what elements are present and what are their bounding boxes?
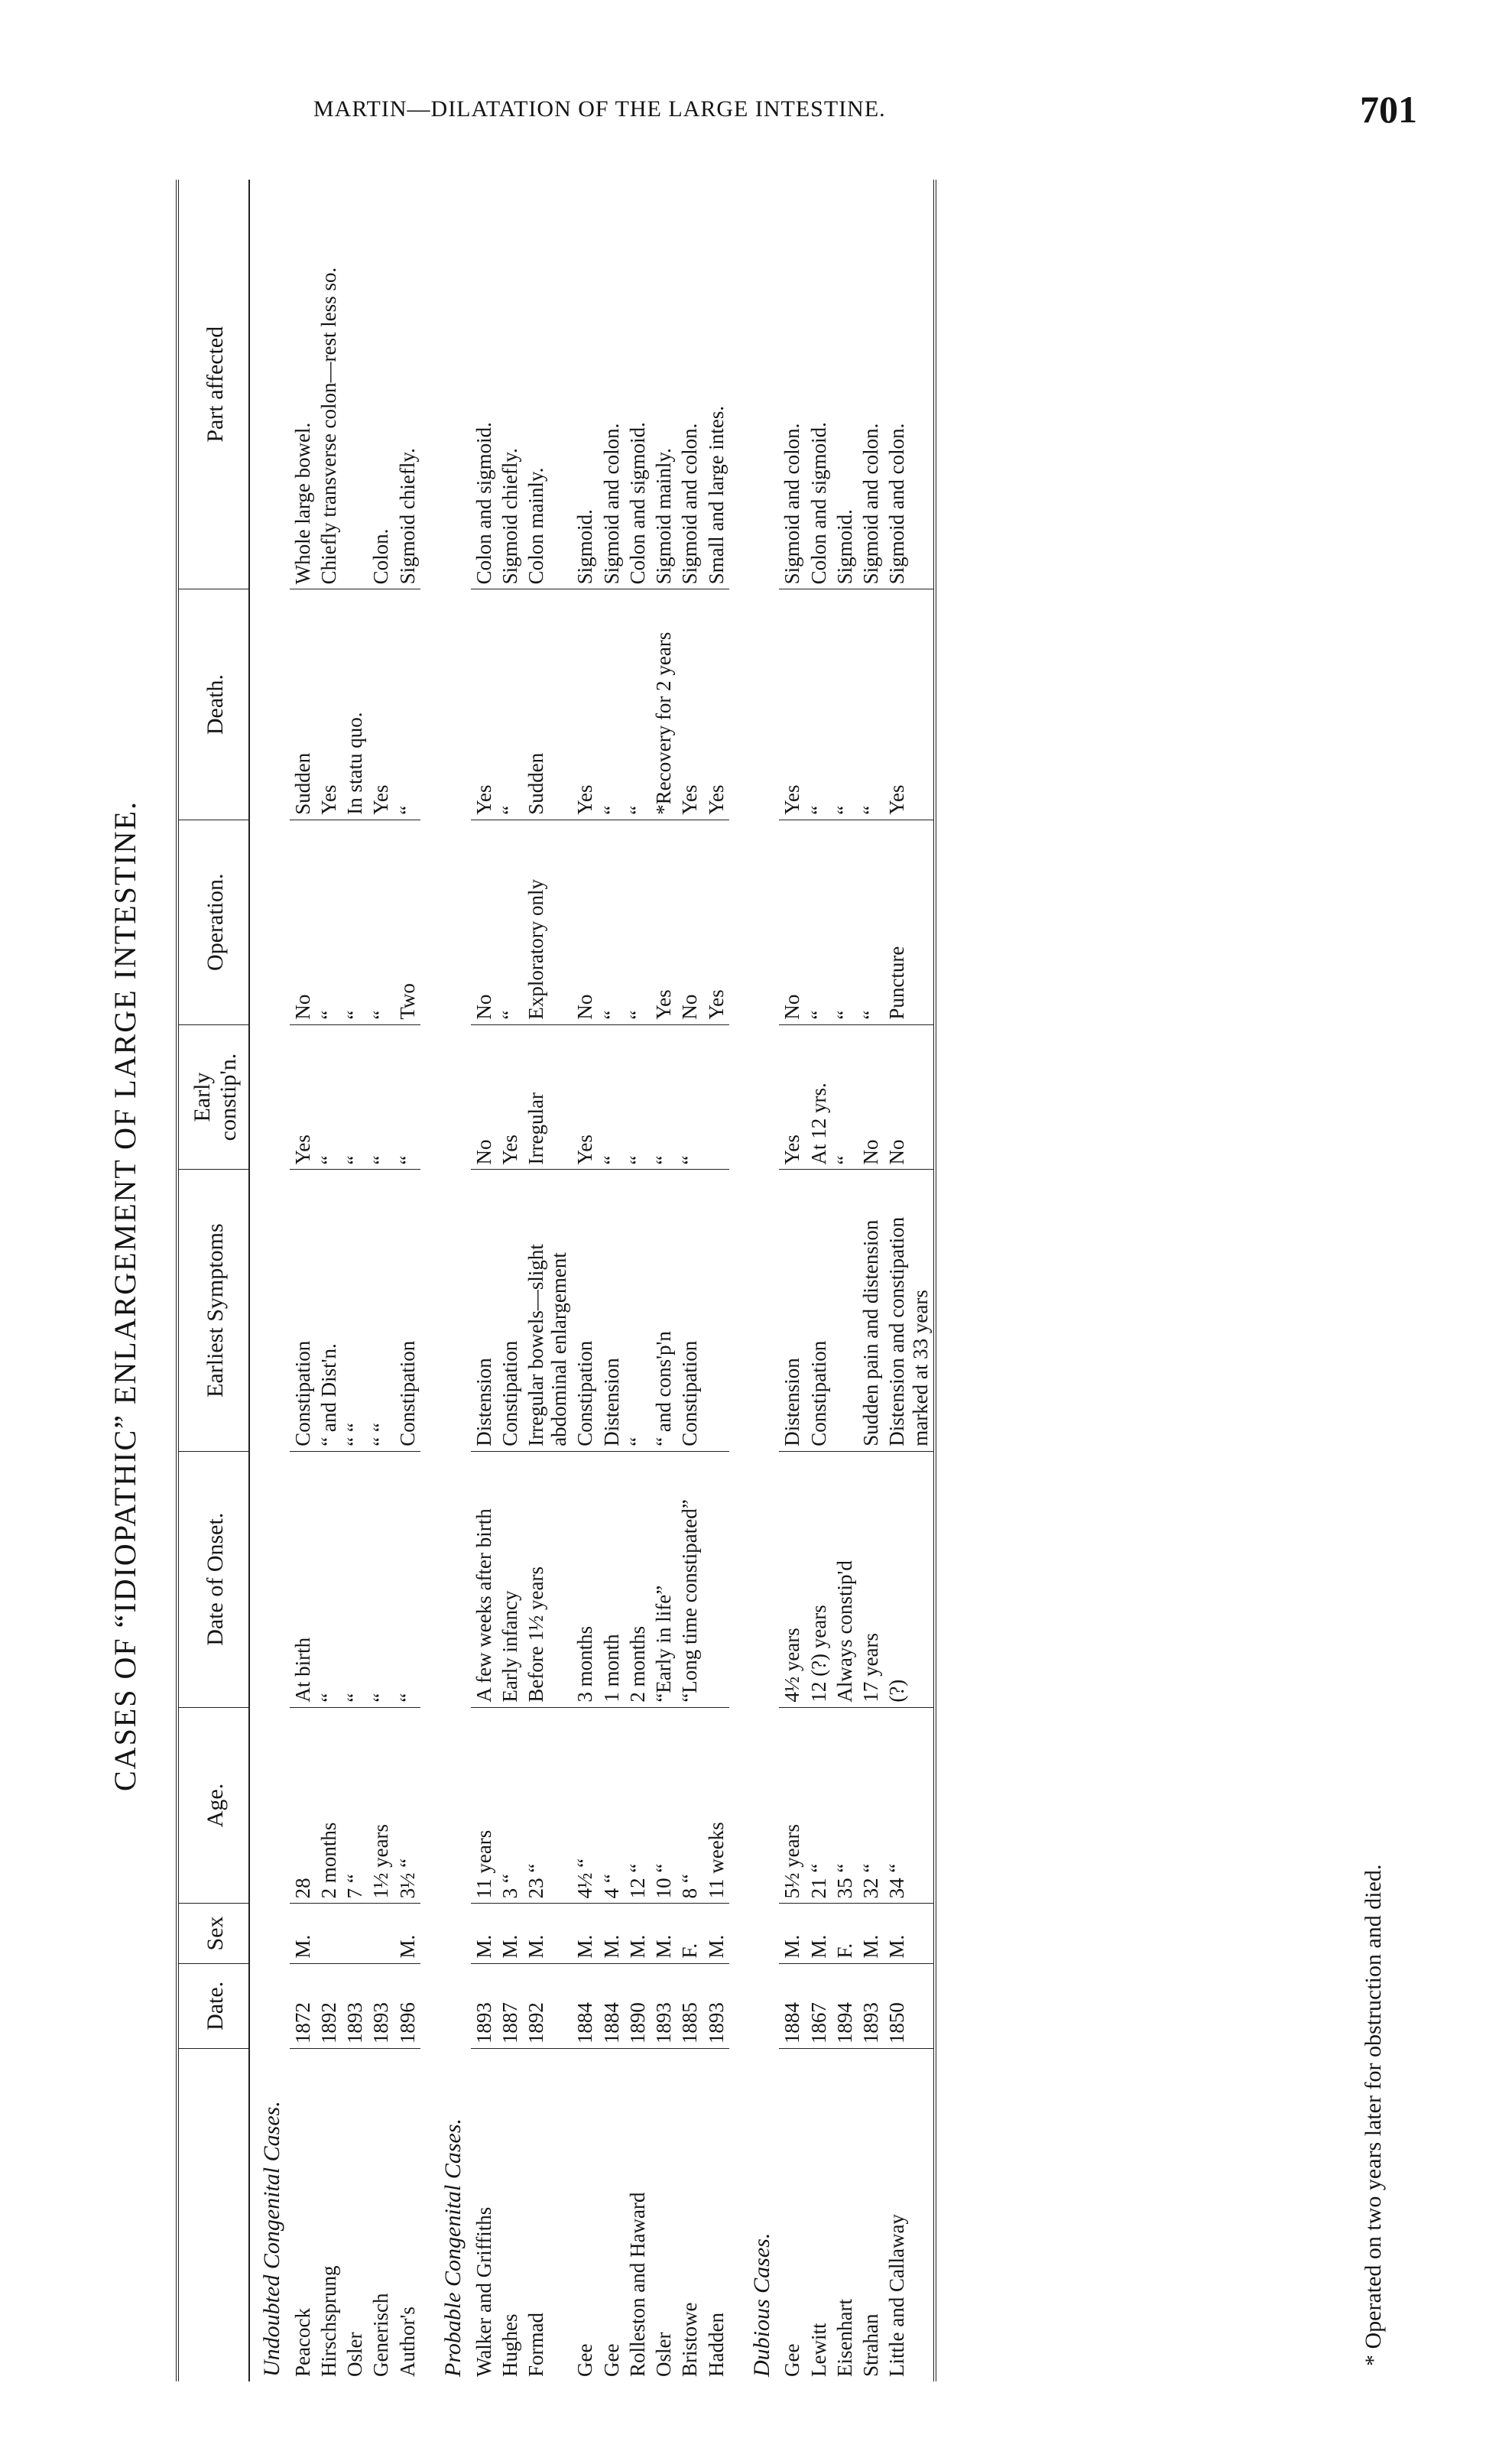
table-cell: M. [651,1904,677,1963]
table-cell [703,1024,729,1170]
table-cell: Gee [780,2343,804,2377]
table-cell: M. [523,1904,572,1963]
table-cell: At birth [290,1451,316,1707]
table-cell: Yes [677,589,702,820]
table-cell: Sigmoid. [832,180,858,589]
table-cell: Yes [884,589,934,820]
group-heading-row [431,180,471,2381]
table-cell: Yes [779,1024,805,1170]
table-cell [368,1904,394,1963]
table-cell: 3 “ [497,1707,523,1904]
table-row [832,180,858,2381]
table-cell: Two [394,820,420,1024]
table-cell: 11 weeks [703,1707,729,1904]
table-cell: Constipation [290,1170,316,1451]
table-cell: Yes [290,1024,316,1170]
table-cell: Osler [343,2332,367,2377]
table-cell: “Early in life” [651,1451,677,1707]
table-cell: M. [806,1904,832,1963]
table-cell: Constipation [497,1170,523,1451]
table-cell: Hughes [498,2313,521,2377]
table-cell: (?) [884,1451,934,1707]
group-heading-row [740,180,780,2381]
table-cell: M. [497,1904,523,1963]
table-cell: Sigmoid chiefly. [497,180,523,589]
table-cell: 21 “ [806,1707,832,1904]
table-cell: Strahan [859,2313,883,2377]
table-cell: 12 (?) years [806,1451,832,1707]
column-header: Part affected [177,180,249,589]
running-title: MARTIN—DILATATION OF THE LARGE INTESTINE. [313,96,886,122]
table-cell: Sudden pain and distension [858,1170,884,1451]
table-cell: No [471,820,497,1024]
table-cell [703,1451,729,1707]
group-heading: Undoubted Congenital Cases. [259,2101,285,2377]
table-cell: Sudden [290,589,316,820]
table-cell: Sigmoid mainly. [651,180,677,589]
table-cell: Yes [779,589,805,820]
column-header: Sex [177,1904,249,1963]
cases-table [176,180,936,2381]
table-cell: 1893 [471,1963,497,2049]
table-cell: M. [625,1904,651,1963]
group-heading-row [249,180,290,2381]
table-cell: M. [290,1904,316,1963]
table-cell: Sigmoid chiefly. [394,180,420,589]
table-cell: M. [394,1904,420,1963]
table-row [342,180,368,2381]
table-cell: “ [806,820,832,1024]
table-cell: Generisch [369,2293,393,2377]
table-cell: 23 “ [523,1707,572,1904]
table-row [858,180,884,2381]
table-cell: No [572,820,598,1024]
table-cell: Whole large bowel. [290,180,316,589]
table-cell: “ [625,589,651,820]
running-head [0,84,1512,130]
table-cell: “ [368,820,394,1024]
spacer-cell [729,180,740,2381]
table-cell: Colon mainly. [523,180,572,589]
table-cell: Formad [524,2313,548,2377]
table-row [497,180,523,2381]
table-cell: “ [342,820,368,1024]
table-cell: “ [394,1024,420,1170]
table-cell: 1850 [884,1963,934,2049]
table-cell: Hirschsprung [317,2265,341,2377]
table-cell [342,1904,368,1963]
table-cell: “ [599,1024,625,1170]
table-row [572,180,598,2381]
page-number: 701 [1360,88,1417,131]
table-cell: 1884 [572,1963,598,2049]
table-cell [316,1904,342,1963]
table-cell: “ [832,1024,858,1170]
table-cell: Colon. [368,180,394,589]
table-cell: “ [599,589,625,820]
table-cell: “ [806,589,832,820]
table-cell: Yes [316,589,342,820]
group-heading: Probable Congenital Cases. [440,2118,466,2377]
table-cell: “ [677,1024,702,1170]
table-cell: Constipation [572,1170,598,1451]
table-cell: M. [572,1904,598,1963]
column-header: Operation. [177,820,249,1024]
table-cell: Peacock [290,2308,314,2377]
table-row [625,180,651,2381]
table-row [651,180,677,2381]
table-cell: No [290,820,316,1024]
table-cell: 1884 [779,1963,805,2049]
table-cell: 1887 [497,1963,523,2049]
table-cell: “ “ [368,1170,394,1451]
table-cell: Yes [703,820,729,1024]
table-cell: Yes [651,820,677,1024]
column-header: Earliest Symptoms [177,1170,249,1451]
table-cell: 1 month [599,1451,625,1707]
table-cell: Irregular [523,1024,572,1170]
table-cell: F. [677,1904,702,1963]
table-cell: 3 months [572,1451,598,1707]
table-cell: Sigmoid and colon. [858,180,884,589]
table-cell: 1867 [806,1963,832,2049]
table-cell: M. [779,1904,805,1963]
table-cell: “ [497,820,523,1024]
column-header: Date of Onset. [177,1451,249,1707]
table-cell: “ [625,1170,651,1451]
table-cell: Colon and sigmoid. [471,180,497,589]
table-cell: Sigmoid and colon. [884,180,934,589]
table-cell: M. [471,1904,497,1963]
table-cell: “ [497,589,523,820]
group-spacer [729,180,740,2381]
table-cell: 4 “ [599,1707,625,1904]
table-cell: 28 [290,1707,316,1904]
table-cell: Distension [779,1170,805,1451]
table-cell: Irregular bowels—slight abdominal enlargement [523,1170,572,1451]
table-cell: “Long time constipated” [677,1451,702,1707]
table-row [316,180,342,2381]
table-cell: No [858,1024,884,1170]
table-cell: M. [599,1904,625,1963]
table-cell: “ [368,1451,394,1707]
table-cell: “ [316,1024,342,1170]
table-cell: 1893 [342,1963,368,2049]
table-cell: No [779,820,805,1024]
table-title: CASES OF “IDIOPATHIC” ENLARGEMENT OF LARGE INTESTINE. [108,800,142,1791]
table-cell: A few weeks after birth [471,1451,497,1707]
table-cell: Constipation [806,1170,832,1451]
footnote: * Operated on two years later for obstruction and died. [1361,1864,1386,2366]
table-cell: No [884,1024,934,1170]
rotated-table-block [107,164,1452,2427]
table-cell: 32 “ [858,1707,884,1904]
table-cell: Chiefly transverse colon—rest less so. [316,180,342,589]
table-cell: 4½ years [779,1451,805,1707]
table-cell: “ [368,1024,394,1170]
table-cell: Sigmoid and colon. [599,180,625,589]
table-cell: 1890 [625,1963,651,2049]
table-cell: “ [651,1024,677,1170]
table-cell: “ [342,1024,368,1170]
table-cell: Sigmoid and colon. [779,180,805,589]
table-row [471,180,497,2381]
table-row [394,180,420,2381]
table-cell: 1885 [677,1963,702,2049]
table-cell: 34 “ [884,1707,934,1904]
table-cell: At 12 yrs. [806,1024,832,1170]
table-cell: Distension [599,1170,625,1451]
table-row [779,180,805,2381]
table-cell: 2 months [625,1451,651,1707]
table-cell: In statu quo. [342,589,368,820]
table-cell: “ [342,1451,368,1707]
table-cell: 11 years [471,1707,497,1904]
table-cell: M. [884,1904,934,1963]
table-cell: 1893 [651,1963,677,2049]
spacer-cell [420,180,431,2381]
table-cell: 1893 [703,1963,729,2049]
table-header-row [177,180,249,2381]
table-cell: Rolleston and Haward [625,2192,649,2377]
table-cell: *Recovery for 2 years [651,589,677,820]
table-cell: “ [316,1451,342,1707]
table-cell: Lewitt [806,2323,830,2377]
table-cell: “ [625,820,651,1024]
table-cell: “ [599,820,625,1024]
table-cell: Before 1½ years [523,1451,572,1707]
table-cell: Author's [395,2307,419,2377]
table-cell: “ and cons'p'n [651,1170,677,1451]
table-row [806,180,832,2381]
table-cell: 2 months [316,1707,342,1904]
table-cell: 1½ years [368,1707,394,1904]
table-cell: Sigmoid and colon. [677,180,702,589]
column-header: Death. [177,589,249,820]
table-cell: Constipation [677,1170,702,1451]
table-cell: 1872 [290,1963,316,2049]
column-header: Date. [177,1963,249,2049]
column-header: Age. [177,1707,249,1904]
table-cell: No [471,1024,497,1170]
table-cell: Yes [471,589,497,820]
table-row [884,180,934,2381]
table-cell: Distension [471,1170,497,1451]
table-cell: Gee [599,2343,623,2377]
table-cell: Early infancy [497,1451,523,1707]
table-cell: Small and large intes. [703,180,729,589]
table-cell: “ [832,589,858,820]
table-cell: 1884 [599,1963,625,2049]
table-cell: Yes [703,589,729,820]
table-cell: Colon and sigmoid. [806,180,832,589]
table-cell: 5½ years [779,1707,805,1904]
table-row [523,180,572,2381]
table-cell: Yes [368,589,394,820]
table-cell: 1893 [858,1963,884,2049]
table-cell: Exploratory only [523,820,572,1024]
table-cell: “ [625,1024,651,1170]
table-cell: 10 “ [651,1707,677,1904]
table-cell: “ [316,820,342,1024]
table-cell: Distension and constipation marked at 33 years [884,1170,934,1451]
table-cell: Yes [572,589,598,820]
table-cell: 1892 [316,1963,342,2049]
column-header [177,2049,249,2381]
table-cell: Yes [572,1024,598,1170]
table-cell: Little and Callaway [885,2214,909,2377]
table-row [599,180,625,2381]
table-cell: Bristowe [678,2302,702,2377]
table-row [290,180,316,2381]
table-cell: “ [832,820,858,1024]
table-cell [342,180,368,589]
table-cell: “ [858,820,884,1024]
group-spacer [420,180,431,2381]
column-header: Early constip'n. [177,1024,249,1170]
table-cell: Yes [497,1024,523,1170]
table-cell [703,1170,729,1451]
table-cell: Colon and sigmoid. [625,180,651,589]
table-row [703,180,729,2381]
table-cell: “ [394,1451,420,1707]
table-cell: 4½ “ [572,1707,598,1904]
table-cell: 1893 [368,1963,394,2049]
table-cell: Sigmoid. [572,180,598,589]
table-cell: Sudden [523,589,572,820]
table-cell [832,1170,858,1451]
table-cell: 1892 [523,1963,572,2049]
group-heading: Dubious Cases. [748,2232,774,2377]
table-cell: 1896 [394,1963,420,2049]
table-cell: F. [832,1904,858,1963]
table-cell: 3½ “ [394,1707,420,1904]
table-cell: “ [394,589,420,820]
table-cell: Always constip'd [832,1451,858,1707]
table-cell: “ “ [342,1170,368,1451]
table-cell: 35 “ [832,1707,858,1904]
table-cell: Osler [652,2332,676,2377]
table-cell: Gee [573,2343,597,2377]
table-cell: Eisenhart [832,2299,856,2377]
table-cell: 17 years [858,1451,884,1707]
table-cell: 8 “ [677,1707,702,1904]
table-cell: No [677,820,702,1024]
table-row [677,180,702,2381]
table-cell: M. [858,1904,884,1963]
table-cell: “ [858,589,884,820]
table-cell: Puncture [884,820,934,1024]
table-cell: M. [703,1904,729,1963]
table-cell: “ and Dist'n. [316,1170,342,1451]
table-cell: Hadden [704,2313,728,2377]
table-cell: 1894 [832,1963,858,2049]
table-cell: Walker and Griffiths [472,2206,495,2377]
table-row [368,180,394,2381]
table-body [249,180,935,2381]
table-cell: Constipation [394,1170,420,1451]
table-cell: 7 “ [342,1707,368,1904]
table-cell: 12 “ [625,1707,651,1904]
